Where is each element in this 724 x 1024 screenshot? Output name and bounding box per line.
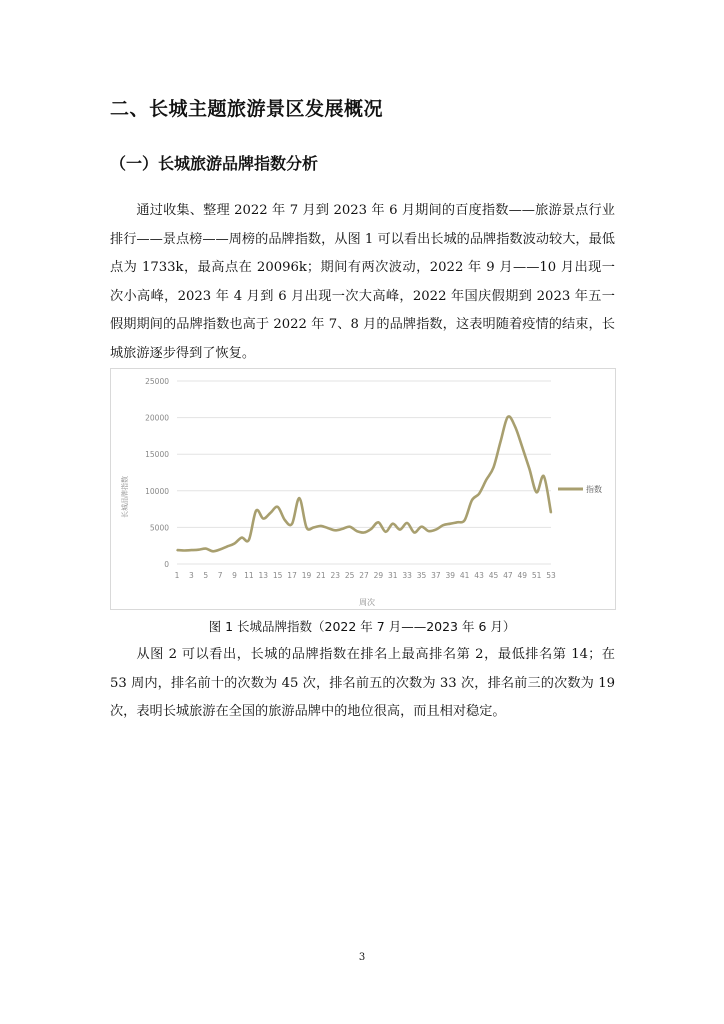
x-axis-label: 周次 [359,598,375,607]
data-point [291,523,293,525]
x-tick-label: 49 [517,571,528,580]
data-point [334,530,336,532]
data-point [385,531,387,533]
data-point [263,518,265,520]
data-point [428,530,430,532]
paragraph-ranking: 从图 2 可以看出，长城的品牌指数在排名上最高排名第 2，最低排名第 14；在 53 周内，排名前十的次数为 45 次，排名前五的次数为 33 次，排名前三的次数为 19 次，表明长城旅游在全国的旅游品牌中的地位很高，而且相对稳定。 [110,647,615,719]
data-point [219,549,221,551]
data-point [521,446,523,448]
data-point [392,523,394,525]
x-tick-label: 35 [416,571,427,580]
x-tick-label: 45 [488,571,499,580]
data-point [342,528,344,530]
data-point [270,512,272,514]
data-point [414,532,416,534]
y-axis-label: 长城品牌指数 [121,476,129,518]
data-point [370,528,372,530]
data-point [284,519,286,521]
x-tick-label: 15 [272,571,283,580]
data-point [227,546,229,548]
x-tick-label: 27 [359,571,369,580]
data-point [457,521,459,523]
data-point [399,529,401,531]
x-tick-label: 21 [316,571,326,580]
data-point [241,537,243,539]
x-tick-label: 39 [445,571,456,580]
data-point [514,426,516,428]
data-point [493,467,495,469]
data-point [450,523,452,525]
data-point [363,532,365,534]
data-point [435,529,437,531]
x-tick-label: 25 [344,571,355,580]
data-point [478,493,480,495]
data-point [500,440,502,442]
x-tick-label: 5 [203,571,209,580]
x-tick-label: 9 [232,571,237,580]
subsection-title: （一）长城旅游品牌指数分析 [110,154,319,173]
chart-legend [558,484,602,494]
data-point [198,549,200,551]
data-point [313,527,315,529]
data-point [183,550,185,552]
data-point [320,525,322,527]
y-tick-label: 15000 [145,450,169,460]
data-point [550,512,552,514]
data-point [234,543,236,545]
data-point [327,527,329,529]
x-tick-label: 19 [301,571,312,580]
y-tick-label: 25000 [145,377,169,386]
data-point [205,548,207,550]
x-tick-label: 41 [459,571,470,580]
data-point [378,521,380,523]
data-point [543,475,545,477]
data-point [349,526,351,528]
x-tick-label: 37 [431,571,441,580]
page-number: 3 [358,952,366,963]
data-point [255,510,257,512]
x-tick-label: 13 [258,571,269,580]
brand-index-chart [110,368,616,610]
x-tick-label: 1 [174,571,180,580]
x-tick-label: 11 [244,571,254,580]
x-tick-label: 17 [287,571,297,580]
x-tick-label: 7 [217,571,223,580]
data-point [529,468,531,470]
x-tick-label: 47 [503,571,513,580]
x-tick-label: 53 [546,571,556,580]
y-tick-label: 5000 [149,523,169,533]
data-point [406,522,408,524]
legend-label: 指数 [586,485,602,494]
paragraph-brand-index: 通过收集、整理 2022 年 7 月到 2023 年 6 月期间的百度指数——旅游景点行业排行——景点榜——周榜的品牌指数，从图 1 可以看出长城的品牌指数波动较大，最低点为 1733k，最高点在 20096k；期间有两次波动，2022 年 9 月——10 月出现一次小高峰，2023 年 4 月到 6 月出现一次大高峰，2022 年国庆假期到 2023 年五一假期期间的品牌指数也高于 2022 年 7、8 月的品牌指数，这表明随着疫情的结束，长城旅游逐步得到了恢复。 [110,203,615,361]
data-point [191,549,193,551]
data-point [421,526,423,528]
y-tick-label: 10000 [145,486,169,496]
data-point [248,539,250,541]
x-tick-label: 33 [402,571,412,580]
x-tick-label: 51 [531,571,542,580]
data-point [442,524,444,526]
x-tick-label: 31 [387,571,398,580]
x-tick-label: 3 [188,571,194,580]
data-point [298,497,300,499]
data-point [485,479,487,481]
figure-caption: 图 1 长城品牌指数（2022 年 7 月——2023 年 6 月） [208,619,516,634]
section-title: 二、长城主题旅游景区发展概况 [110,98,384,120]
data-point [507,416,509,418]
x-tick-label: 29 [373,571,384,580]
x-tick-label: 23 [330,571,341,580]
data-point [212,551,214,553]
data-point [277,506,279,508]
data-point [536,491,538,493]
data-point [356,530,358,532]
series-line [177,416,551,551]
data-point [306,527,308,529]
data-point [464,519,466,521]
data-point [176,549,178,551]
chart-svg [111,369,615,609]
y-tick-label: 0 [164,560,169,569]
y-tick-label: 20000 [145,413,169,423]
data-point [471,500,473,502]
x-tick-label: 43 [474,571,484,580]
